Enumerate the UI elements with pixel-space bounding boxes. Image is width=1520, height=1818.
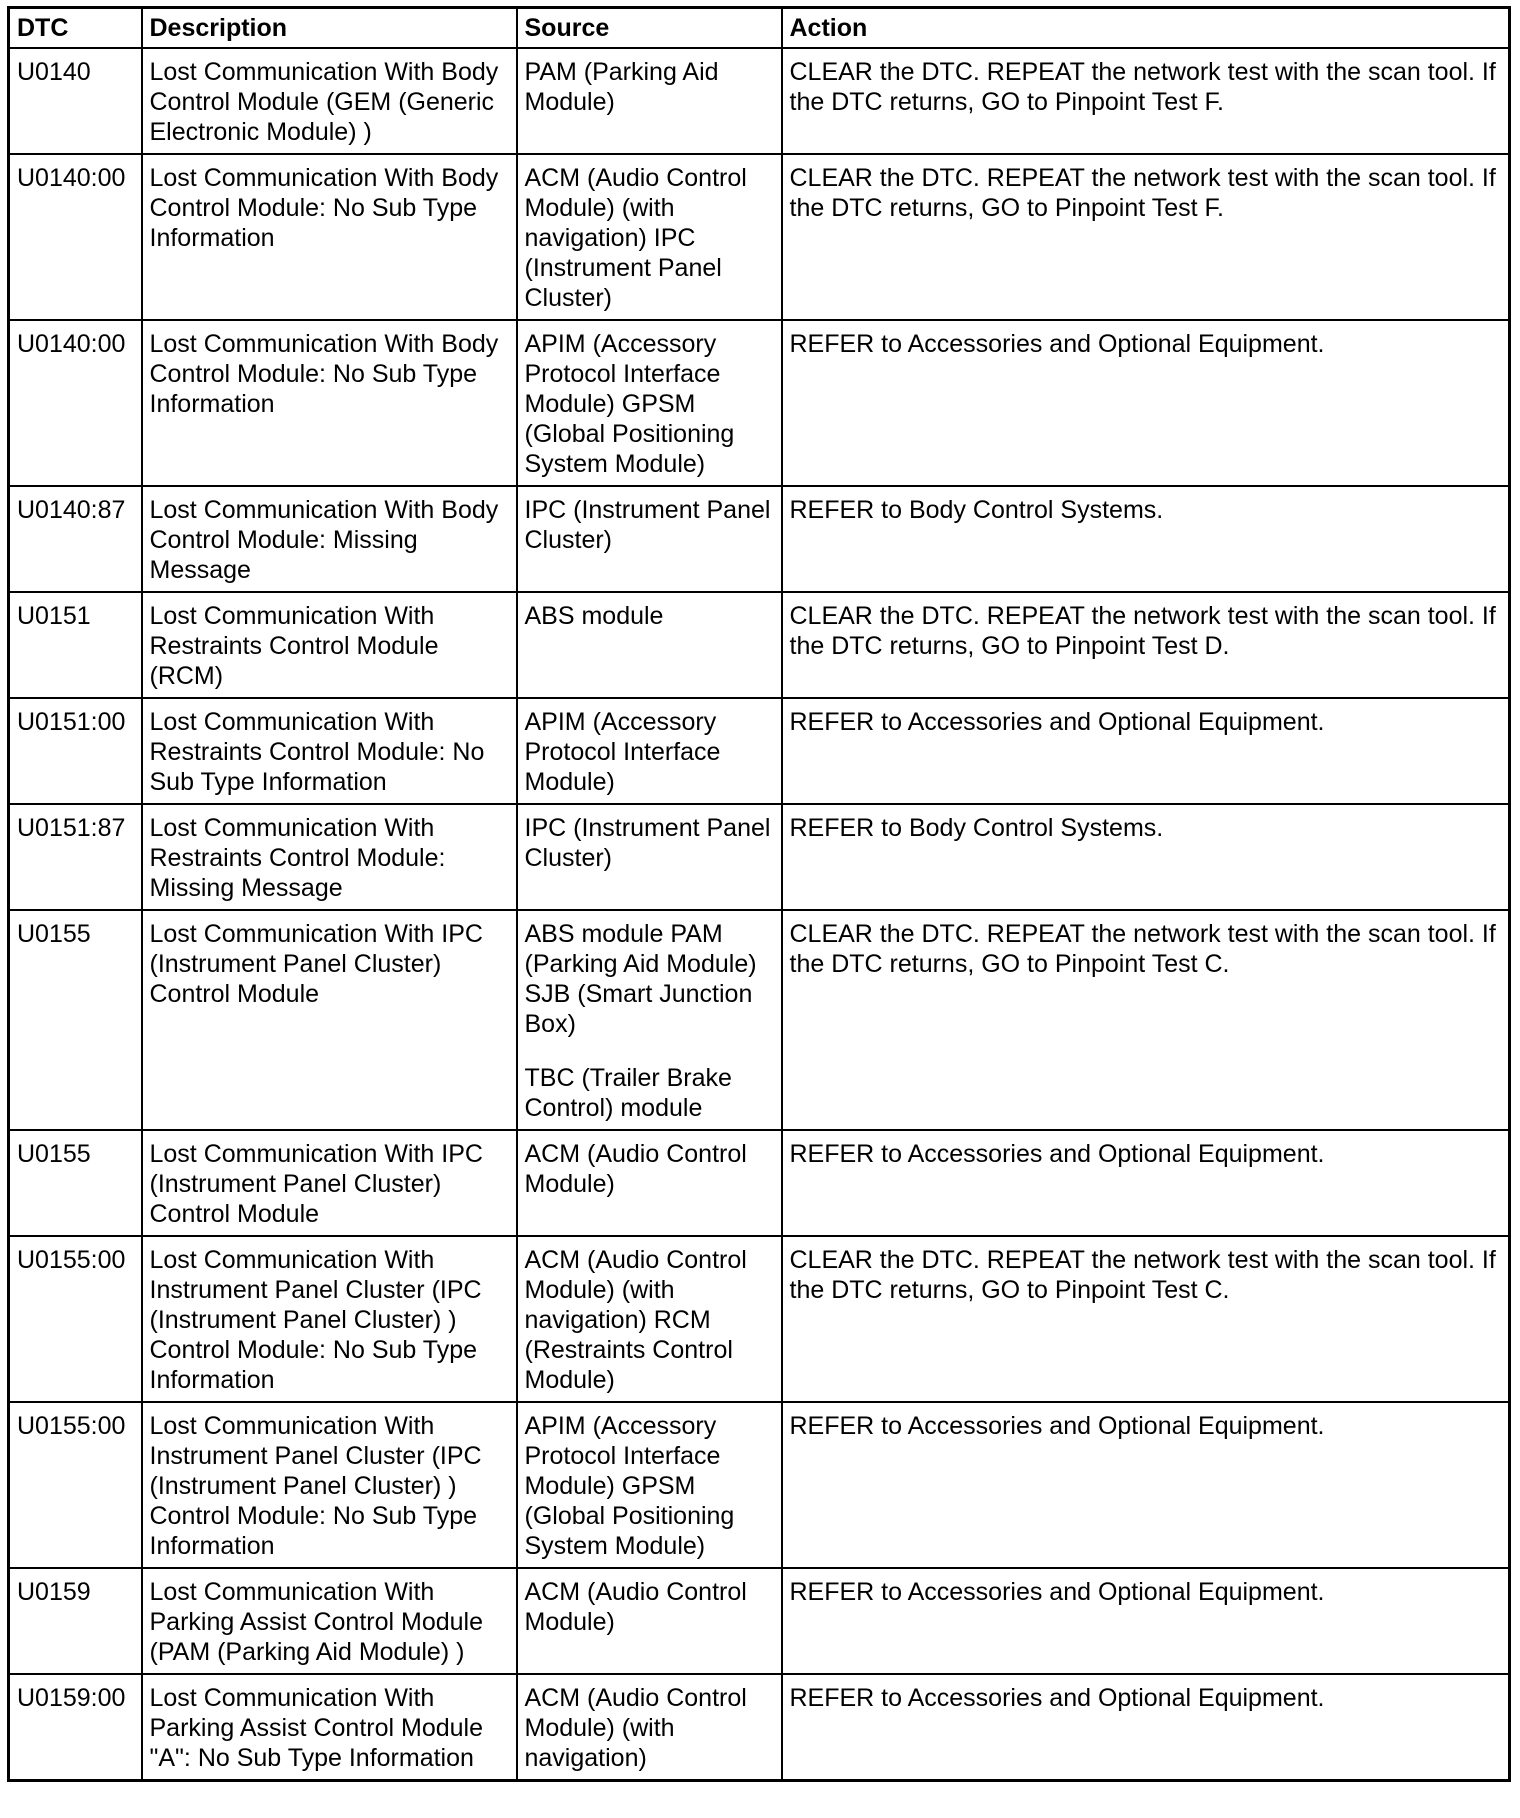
dtc-code-cell: U0155 [9, 910, 142, 1130]
source-cell [517, 1236, 782, 1402]
source-entry: APIM (Accessory Protocol Interface Module) GPSM (Global Positioning System Module) [524, 1412, 735, 1560]
action-cell: REFER to Accessories and Optional Equipment. [782, 698, 1510, 804]
dtc-code-cell: U0151:87 [9, 804, 142, 910]
description-cell: Lost Communication With Restraints Control Module: No Sub Type Information [142, 698, 517, 804]
source-entry: ACM (Audio Control Module) [524, 1578, 747, 1636]
action-cell: REFER to Body Control Systems. [782, 486, 1510, 592]
source-entry: IPC (Instrument Panel Cluster) [524, 814, 771, 872]
dtc-code-cell: U0140:87 [9, 486, 142, 592]
table-row [9, 698, 1510, 804]
description-cell: Lost Communication With Body Control Module: No Sub Type Information [142, 154, 517, 320]
dtc-code-cell: U0140:00 [9, 154, 142, 320]
source-cell [517, 1130, 782, 1236]
table-row [9, 1130, 1510, 1236]
source-cell [517, 486, 782, 592]
source-entry: TBC (Trailer Brake Control) module [524, 1064, 732, 1122]
action-cell: CLEAR the DTC. REPEAT the network test with the scan tool. If the DTC returns, GO to Pinpoint Test C. [782, 1236, 1510, 1402]
description-cell: Lost Communication With Parking Assist Control Module "A": No Sub Type Information [142, 1674, 517, 1781]
action-cell: REFER to Accessories and Optional Equipment. [782, 1402, 1510, 1568]
source-cell [517, 1674, 782, 1781]
dtc-code-cell: U0151 [9, 592, 142, 698]
source-cell [517, 592, 782, 698]
table-row [9, 48, 1510, 154]
header-row [9, 8, 1510, 49]
source-cell [517, 320, 782, 486]
dtc-code-cell: U0151:00 [9, 698, 142, 804]
dtc-code-cell: U0140 [9, 48, 142, 154]
table-row [9, 1568, 1510, 1674]
table-row [9, 1402, 1510, 1568]
header-dtc: DTC [9, 8, 142, 49]
description-cell: Lost Communication With Body Control Module: No Sub Type Information [142, 320, 517, 486]
description-cell: Lost Communication With Parking Assist Control Module (PAM (Parking Aid Module) ) [142, 1568, 517, 1674]
action-cell: REFER to Accessories and Optional Equipment. [782, 320, 1510, 486]
dtc-code-cell: U0140:00 [9, 320, 142, 486]
table-header [9, 8, 1510, 49]
table-row [9, 592, 1510, 698]
table-row [9, 1674, 1510, 1781]
table-row [9, 154, 1510, 320]
action-cell: REFER to Accessories and Optional Equipment. [782, 1568, 1510, 1674]
source-cell [517, 1568, 782, 1674]
dtc-table [7, 6, 1511, 1782]
action-cell: REFER to Body Control Systems. [782, 804, 1510, 910]
dtc-code-cell: U0159:00 [9, 1674, 142, 1781]
action-cell: CLEAR the DTC. REPEAT the network test with the scan tool. If the DTC returns, GO to Pinpoint Test F. [782, 154, 1510, 320]
table-row [9, 1236, 1510, 1402]
source-entry: ACM (Audio Control Module) (with navigation) RCM (Restraints Control Module) [524, 1246, 747, 1394]
description-cell: Lost Communication With Body Control Module (GEM (Generic Electronic Module) ) [142, 48, 517, 154]
action-cell: REFER to Accessories and Optional Equipment. [782, 1130, 1510, 1236]
table-row [9, 910, 1510, 1130]
source-cell [517, 1402, 782, 1568]
source-cell [517, 154, 782, 320]
description-cell: Lost Communication With IPC (Instrument Panel Cluster) Control Module [142, 910, 517, 1130]
table-body [9, 48, 1510, 1781]
header-description: Description [142, 8, 517, 49]
dtc-code-cell: U0159 [9, 1568, 142, 1674]
source-entry: ABS module [524, 602, 664, 630]
description-cell: Lost Communication With Instrument Panel Cluster (IPC (Instrument Panel Cluster) ) Control Module: No Sub Type Information [142, 1402, 517, 1568]
source-entry: ABS module PAM (Parking Aid Module) SJB (Smart Junction Box) [524, 920, 757, 1038]
description-cell: Lost Communication With Restraints Control Module: Missing Message [142, 804, 517, 910]
table-row [9, 320, 1510, 486]
description-cell: Lost Communication With Instrument Panel Cluster (IPC (Instrument Panel Cluster) ) Control Module: No Sub Type Information [142, 1236, 517, 1402]
description-cell: Lost Communication With IPC (Instrument Panel Cluster) Control Module [142, 1130, 517, 1236]
source-entry: APIM (Accessory Protocol Interface Module) [524, 708, 721, 796]
source-cell [517, 804, 782, 910]
source-entry: APIM (Accessory Protocol Interface Module) GPSM (Global Positioning System Module) [524, 330, 735, 478]
source-entry: IPC (Instrument Panel Cluster) [524, 496, 771, 554]
source-entry: ACM (Audio Control Module) (with navigation) [524, 1684, 747, 1772]
source-cell [517, 910, 782, 1130]
dtc-code-cell: U0155 [9, 1130, 142, 1236]
action-cell: CLEAR the DTC. REPEAT the network test with the scan tool. If the DTC returns, GO to Pinpoint Test C. [782, 910, 1510, 1130]
action-cell: REFER to Accessories and Optional Equipment. [782, 1674, 1510, 1781]
header-source: Source [517, 8, 782, 49]
description-cell: Lost Communication With Body Control Module: Missing Message [142, 486, 517, 592]
table-row [9, 486, 1510, 592]
action-cell: CLEAR the DTC. REPEAT the network test with the scan tool. If the DTC returns, GO to Pinpoint Test D. [782, 592, 1510, 698]
source-entry: PAM (Parking Aid Module) [524, 58, 719, 116]
source-entry: ACM (Audio Control Module) [524, 1140, 747, 1198]
source-cell [517, 698, 782, 804]
action-cell: CLEAR the DTC. REPEAT the network test with the scan tool. If the DTC returns, GO to Pinpoint Test F. [782, 48, 1510, 154]
dtc-code-cell: U0155:00 [9, 1402, 142, 1568]
description-cell: Lost Communication With Restraints Control Module (RCM) [142, 592, 517, 698]
source-cell [517, 48, 782, 154]
table-row [9, 804, 1510, 910]
header-action: Action [782, 8, 1510, 49]
dtc-code-cell: U0155:00 [9, 1236, 142, 1402]
source-entry: ACM (Audio Control Module) (with navigation) IPC (Instrument Panel Cluster) [524, 164, 747, 312]
